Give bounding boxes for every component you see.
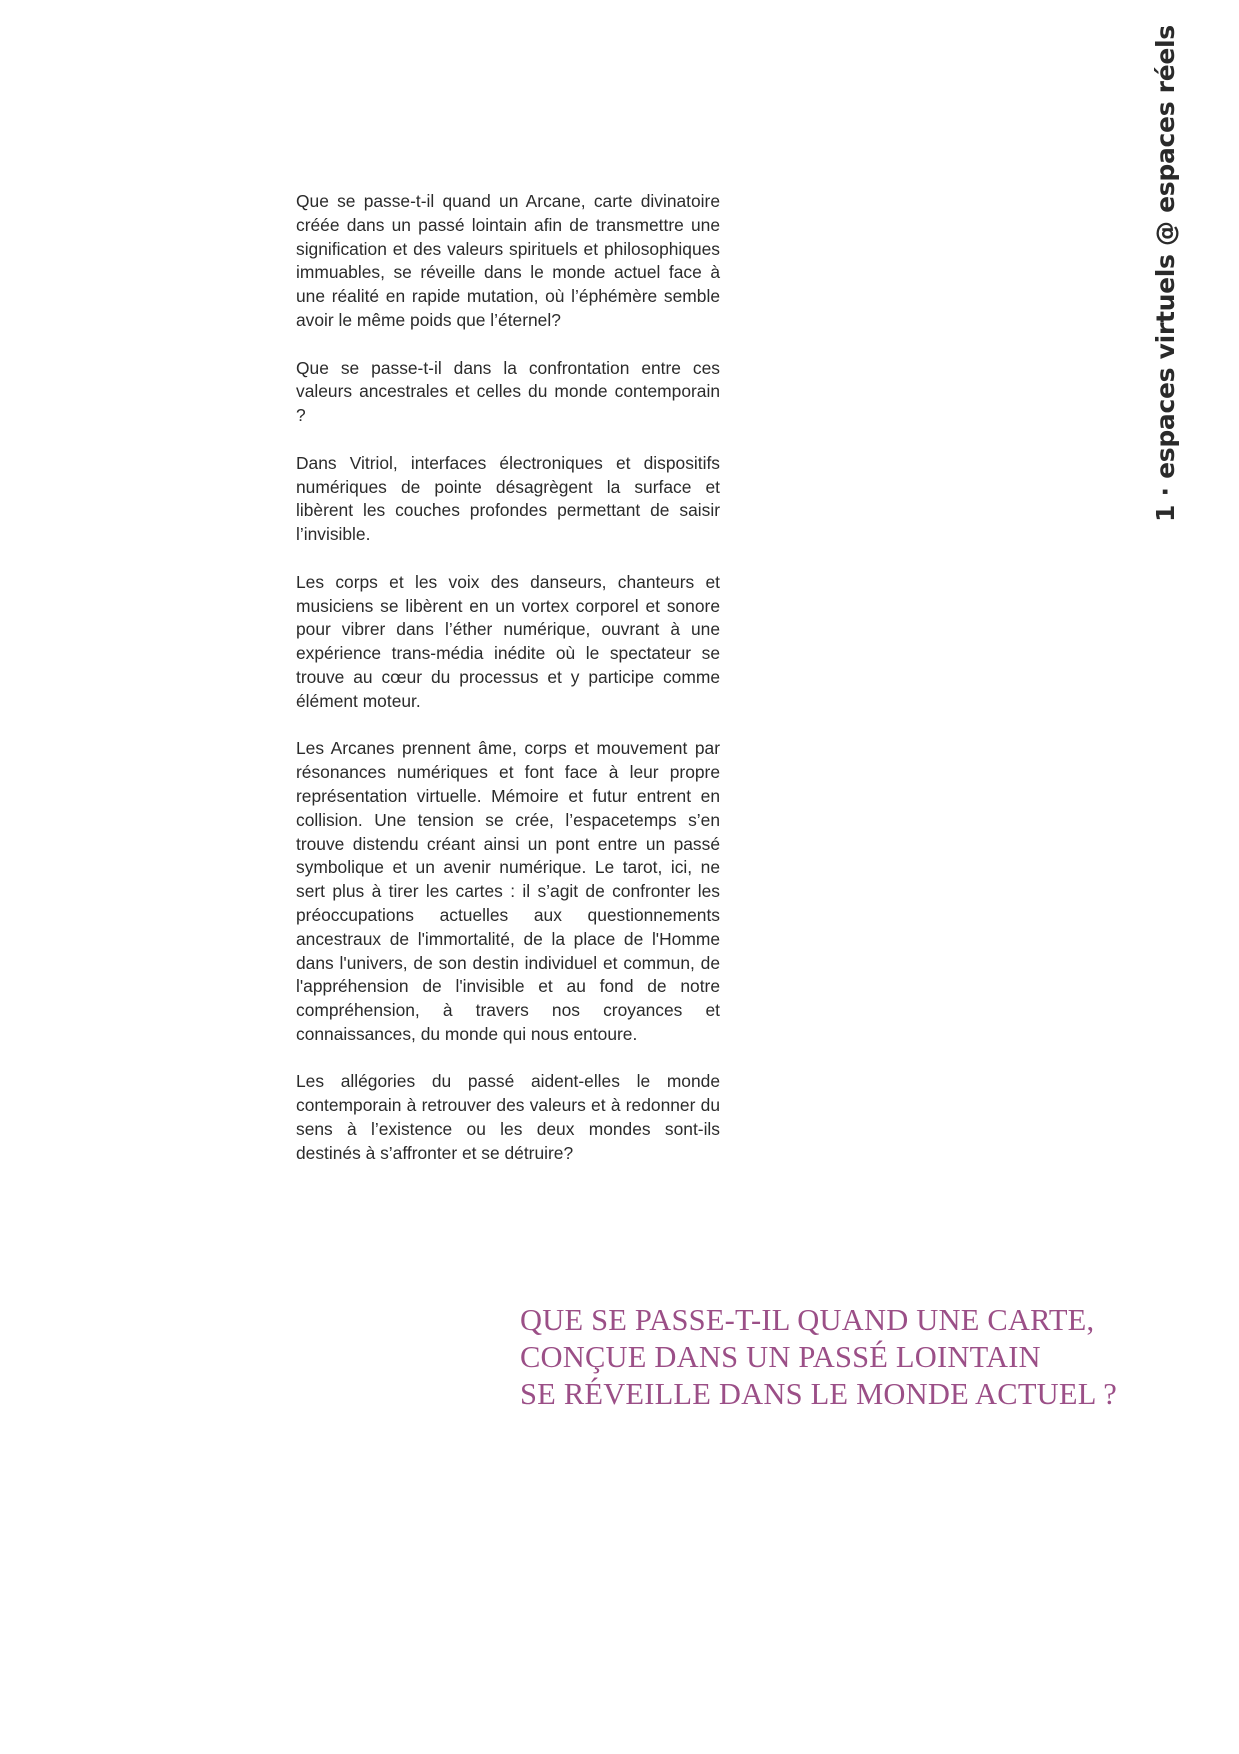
paragraph: Dans Vitriol, interfaces électroniques et dispositifs numériques de pointe désagrègent la surface et libèrent les couches profondes permettant de saisir l’invisible. [296,452,720,545]
paragraph: Que se passe-t-il quand un Arcane, carte divinatoire créée dans un passé lointain afin de transmettre une signification et des valeurs spirituels et philosophiques immuables, se réveille dans le monde actuel face à une réalité en rapide mutation, où l’éphémère semble avoir le même poids que l’éternel? [296,191,720,330]
pull-quote [520,1302,1210,1413]
pull-quote-line-1: QUE SE PASSE-T-IL QUAND UNE CARTE, [520,1303,1095,1337]
pull-quote-line-3: SE RÉVEILLE DANS LE MONDE ACTUEL ? [520,1377,1117,1411]
paragraph: Les corps et les voix des danseurs, chanteurs et musiciens se libèrent en un vortex corporel et sonore pour vibrer dans l’éther numérique, ouvrant à une expérience trans-média inédite où le spectateur se trouve au cœur du processus et y participe comme élément moteur. [296,571,720,711]
paragraph: Les Arcanes prennent âme, corps et mouvement par résonances numériques et font face à leur propre représentation virtuelle. Mémoire et futur entrent en collision. Une tension se crée, l’espacetemps s’en trouve distendu créant ainsi un pont entre un passé symbolique et un avenir numérique. Le tarot, ici, ne sert plus à tirer les cartes : il s’agit de confronter les préoccupations actuelles aux questionnements ancestraux de l'immortalité, de la place de l'Homme dans l'univers, de son destin individuel et commun, de l'appréhension de l'invisible et au fond de notre compréhension, à travers nos croyances et connaissances, du monde qui nous entoure. [296,738,720,1044]
paragraph: Les allégories du passé aident-elles le monde contemporain à retrouver des valeurs et à redonner du sens à l’existence ou les deux mondes sont-ils destinés à s’affronter et se détruire? [296,1071,720,1163]
pull-quote-line-2: CONÇUE DANS UN PASSÉ LOINTAIN [520,1340,1041,1374]
paragraph: Que se passe-t-il dans la confrontation entre ces valeurs ancestrales et celles du monde contemporain ? [296,357,720,426]
section-title-vertical [1146,25,1186,522]
section-title-text: 1 · espaces virtuels @ espaces réels [1151,25,1180,522]
body-text [296,190,720,1189]
